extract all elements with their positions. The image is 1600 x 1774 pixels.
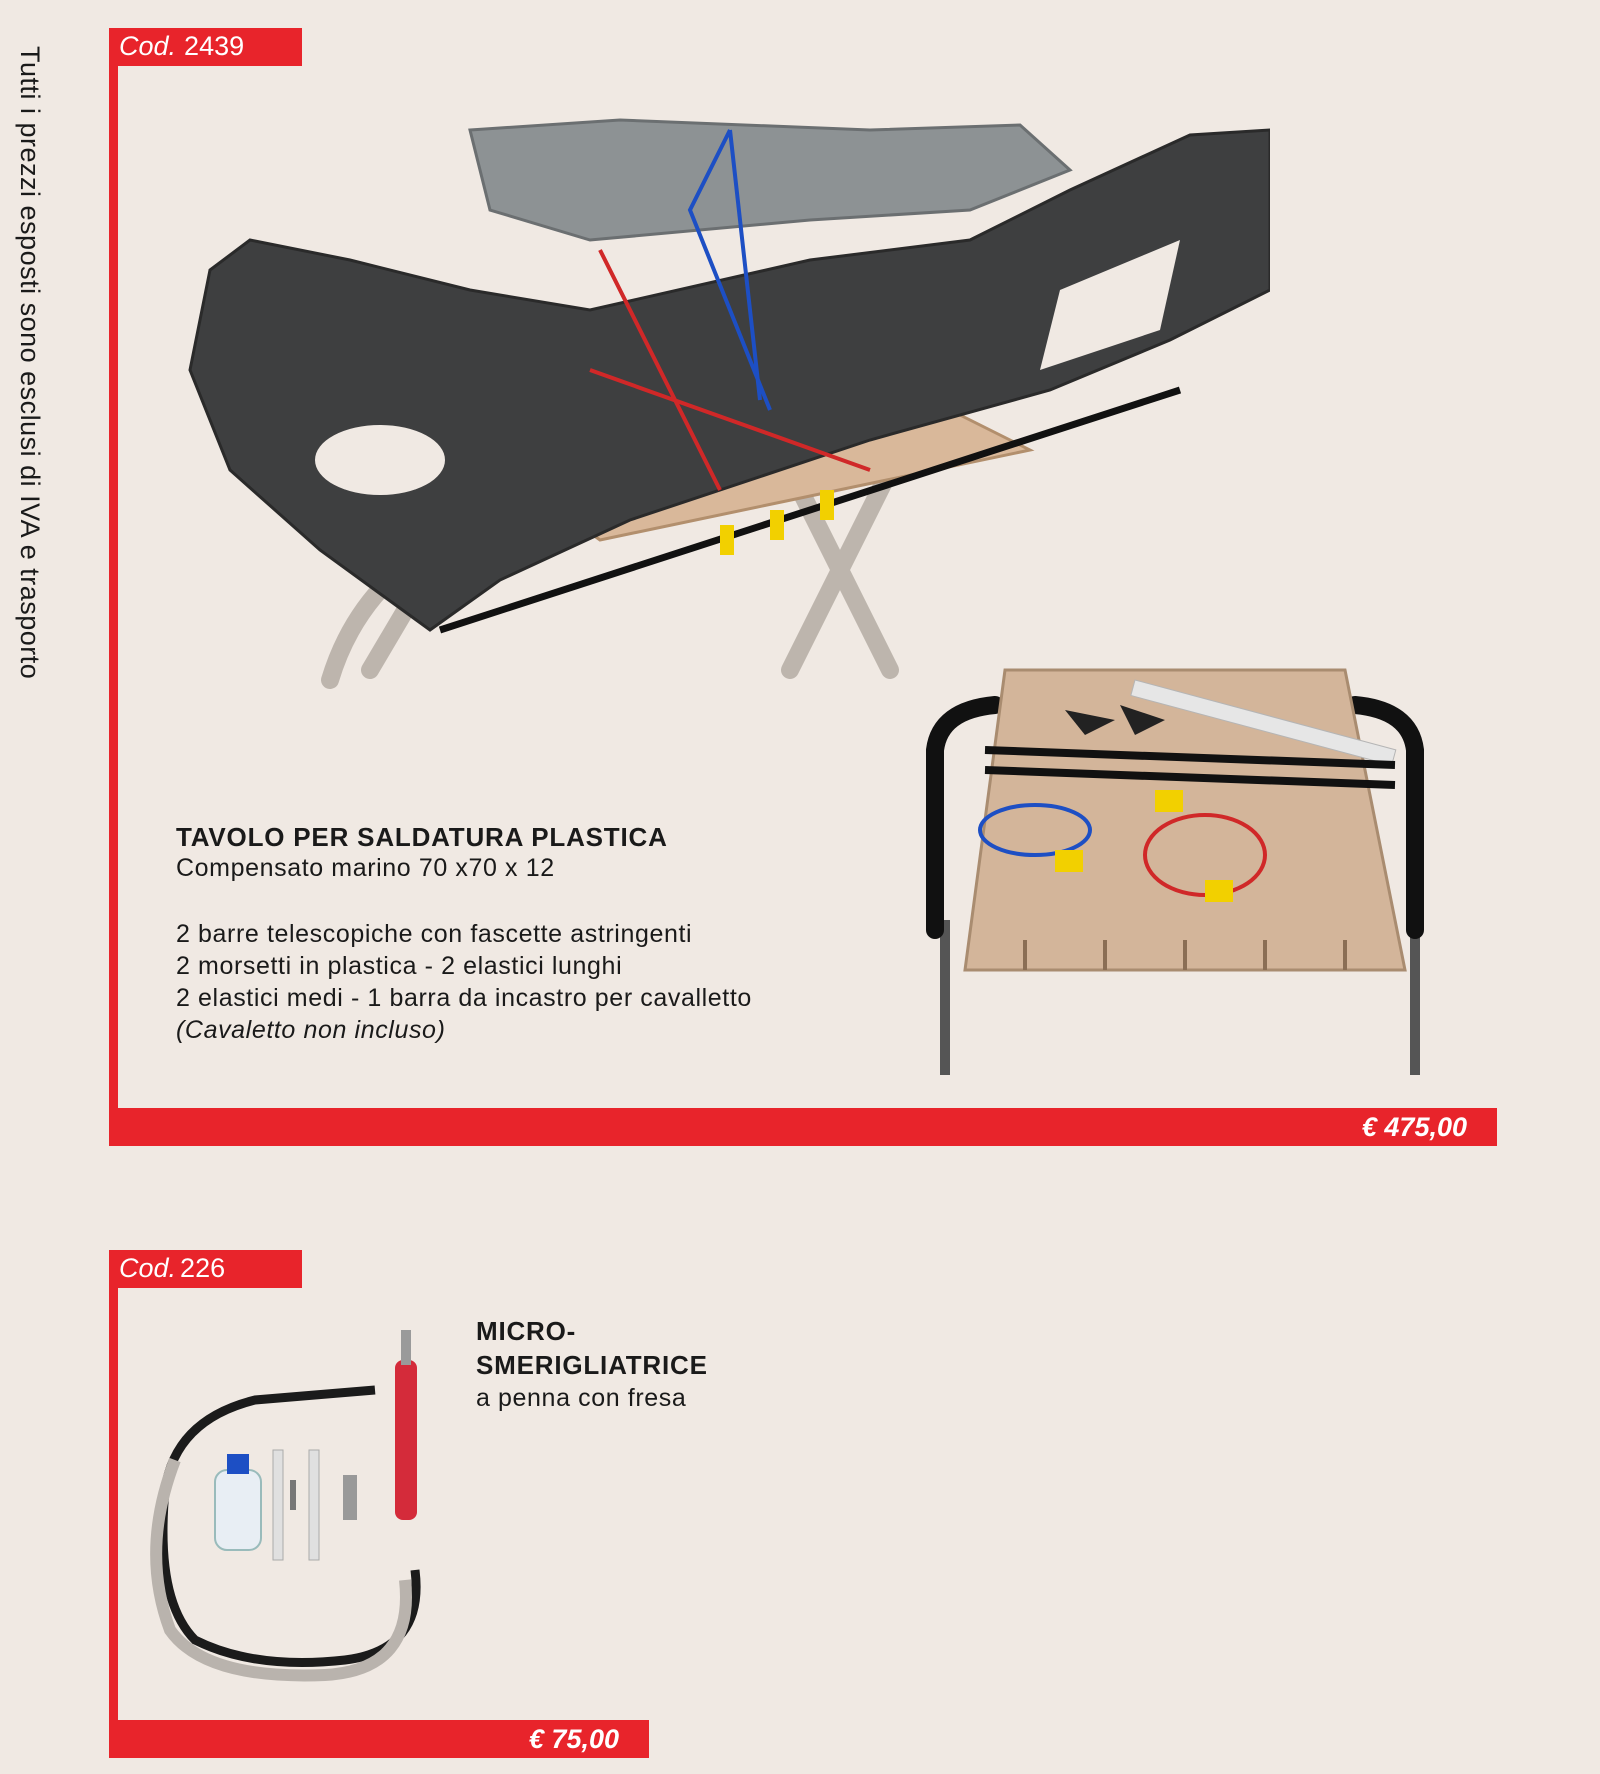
- product2-subtitle: a penna con fresa: [476, 1384, 687, 1412]
- wrench-1: [273, 1450, 283, 1560]
- product1-price: € 475,00: [1361, 1112, 1467, 1142]
- product1-note: (Cavaletto non incluso): [176, 1016, 446, 1044]
- micro-grinder-image: [145, 1330, 465, 1690]
- price-disclaimer: Tutti i prezzi esposti sono esclusi di IVA e trasporto: [15, 46, 45, 680]
- product2-code-tab: [109, 1250, 302, 1288]
- bumper-grille: [470, 120, 1070, 240]
- clip-1: [820, 490, 834, 520]
- oil-bottle: [215, 1470, 261, 1550]
- product1-code-number: 2439: [184, 31, 245, 61]
- product1-code-tab: [109, 28, 302, 66]
- product1-feature-2: 2 morsetti in plastica - 2 elastici lunghi: [176, 952, 623, 980]
- product2-code-number: 226: [180, 1253, 226, 1283]
- air-fitting: [343, 1475, 357, 1520]
- elastic-clip-1: [1055, 850, 1083, 872]
- bumper-image: [170, 110, 1270, 710]
- product2-price-bar: [109, 1720, 649, 1758]
- product1-frame-left: [109, 28, 118, 1144]
- product2-frame-left: [109, 1250, 118, 1758]
- product2-code-label: Cod.: [119, 1253, 177, 1283]
- clip-3: [770, 510, 784, 540]
- product1-title: TAVOLO PER SALDATURA PLASTICA: [176, 822, 668, 852]
- elastic-clip-3: [1155, 790, 1183, 812]
- fog-light-left: [315, 425, 445, 495]
- product1-code-label: Cod.: [119, 31, 177, 61]
- product1-feature-1: 2 barre telescopiche con fascette astringenti: [176, 920, 693, 948]
- grinder-tip: [401, 1330, 411, 1365]
- product2-title-line2: SMERIGLIATRICE: [476, 1350, 708, 1380]
- oil-bottle-cap: [227, 1454, 249, 1474]
- product1-feature-3: 2 elastici medi - 1 barra da incastro per cavalletto: [176, 984, 752, 1012]
- wrench-2: [309, 1450, 319, 1560]
- collet: [290, 1480, 296, 1510]
- elastic-clip-2: [1205, 880, 1233, 902]
- clip-2: [720, 525, 734, 555]
- product2-title-line1: MICRO-: [476, 1316, 577, 1346]
- product1-subtitle: Compensato marino 70 x70 x 12: [176, 854, 555, 882]
- air-hose: [163, 1390, 416, 1663]
- table-kit-image: [905, 650, 1445, 1080]
- product2-price: € 75,00: [528, 1724, 619, 1754]
- table-board: [965, 670, 1405, 970]
- product1-price-bar: [109, 1108, 1497, 1146]
- grinder-pen: [395, 1360, 417, 1520]
